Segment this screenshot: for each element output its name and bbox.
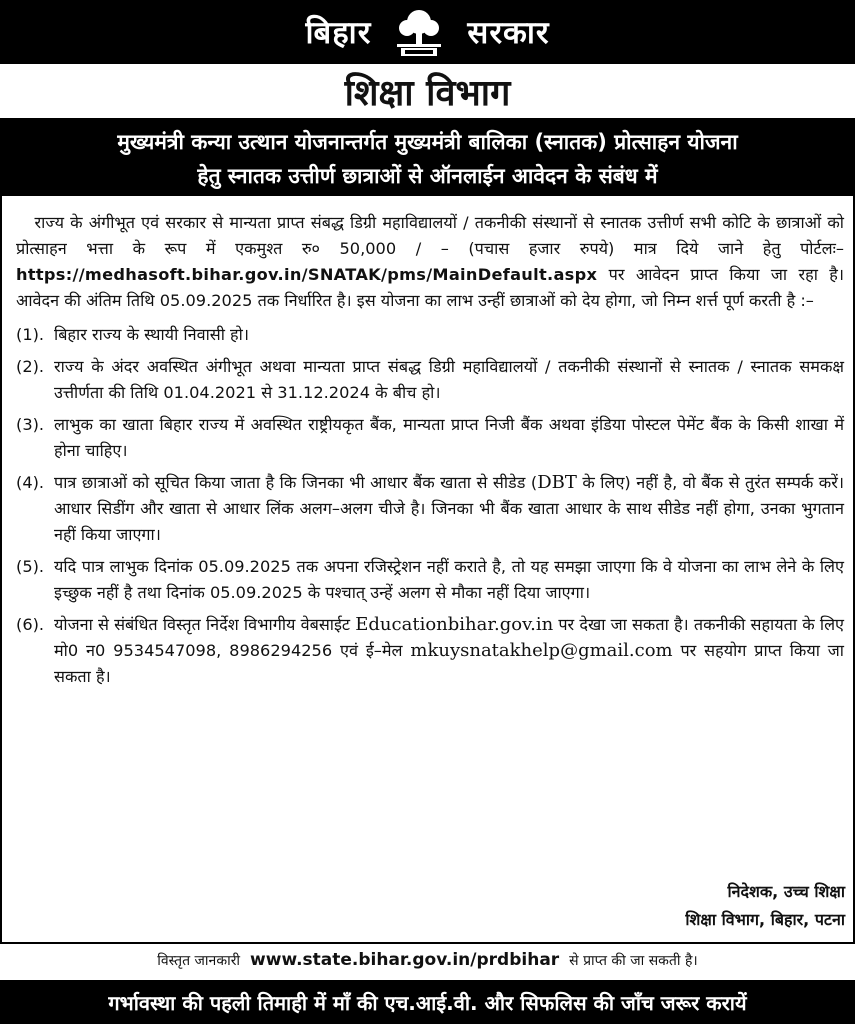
- condition-item-5: [16, 554, 844, 606]
- health-awareness-banner: गर्भावस्था की पहली तिमाही में माँ की एच.आई.वी. और सिफलिस की जाँच जरूर करायें: [0, 980, 855, 1024]
- condition-text-part: पर सहयोग प्राप्त किया जा सकता है।: [54, 641, 844, 686]
- footer-prefix: विस्तृत जानकारी: [157, 952, 241, 969]
- condition-text: बिहार राज्य के स्थायी निवासी हो।: [54, 325, 249, 344]
- condition-number: (6).: [16, 615, 45, 634]
- header-right-word: सरकार: [467, 15, 550, 51]
- portal-url-link[interactable]: https://medhasoft.bihar.gov.in/SNATAK/pms/MainDefault.aspx: [16, 265, 598, 284]
- condition-text-part: के लिए) नहीं है, वो बैंक से तुरंत सम्पर्क करें। आधार सिडींग और खाता से आधार लिंक अलग–अलग चीजे है। जिनका भी बैंक खाता आधार के साथ सीडेड नहीं होगा, उनका भुगतान नहीं किया जाएगा।: [54, 473, 844, 544]
- headline-line-1: मुख्यमंत्री कन्या उत्थान योजनान्तर्गत मुख्यमंत्री बालिका (स्नातक) प्रोत्साहन योजना: [117, 130, 738, 154]
- condition-text: [54, 612, 844, 690]
- condition-text: लाभुक का खाता बिहार राज्य में अवस्थित राष्ट्रीयकृत बैंक, मान्यता प्राप्त निजी बैंक अथवा इंडिया पोस्टल पेमेंट बैंक के किसी शाखा में होना चाहिए।: [54, 415, 844, 460]
- signature-title: निदेशक, उच्च शिक्षा: [727, 882, 845, 901]
- bodhi-tree-emblem-icon: [389, 6, 449, 58]
- email-link[interactable]: mkuysnatakhelp@gmail.com: [410, 640, 673, 661]
- condition-text-part: योजना से संबंधित विस्तृत निर्देश विभागीय वेबसाईट: [54, 615, 356, 634]
- notice-body: [16, 210, 844, 696]
- condition-text: यदि पात्र लाभुक दिनांक 05.09.2025 तक अपना रजिस्ट्रेशन नहीं कराते है, तो यह समझा जाएगा कि वे योजना का लाभ लेने के लिए इच्छुक नहीं है तथा दिनांक 05.09.2025 के पश्चात् उन्हें अलग से मौका नहीं दिया जाएगा।: [54, 557, 844, 602]
- condition-text-part: पर देखा जा सकता है। तकनीकी सहायता के लिए मो0 न0 9534547098, 8986294256 एवं ई–मेल: [54, 615, 844, 660]
- condition-item-1: [16, 322, 844, 348]
- department-title: शिक्षा विभाग: [0, 64, 855, 120]
- header-left-word: बिहार: [305, 15, 372, 51]
- condition-text: राज्य के अंदर अवस्थित अंगीभूत अथवा मान्यता प्राप्त संबद्ध डिग्री महाविद्यालयों / तकनीकी संस्थानों से स्नातक / स्नातक समकक्ष उत्तीर्णता की तिथि 01.04.2021 से 31.12.2024 के बीच हो।: [54, 357, 844, 402]
- footer-info: [0, 942, 855, 976]
- intro-paragraph: [16, 210, 844, 314]
- condition-number: (5).: [16, 557, 45, 576]
- footer-suffix: से प्राप्त की जा सकती है।: [569, 952, 698, 969]
- signature-block: [685, 878, 845, 934]
- headline-line-2: हेतु स्नातक उत्तीर्ण छात्राओं से ऑनलाईन आवेदन के संबंध में: [197, 164, 658, 188]
- condition-number: (4).: [16, 473, 45, 492]
- website-link[interactable]: Educationbihar.gov.in: [355, 614, 554, 635]
- condition-item-4: [16, 470, 844, 548]
- signature-office: शिक्षा विभाग, बिहार, पटना: [685, 910, 845, 929]
- condition-number: (1).: [16, 325, 45, 344]
- frame-left-border: [0, 196, 2, 942]
- footer-url-link[interactable]: www.state.bihar.gov.in/prdbihar: [250, 950, 560, 970]
- condition-item-2: [16, 354, 844, 406]
- condition-item-6: [16, 612, 844, 690]
- condition-text-part: पात्र छात्राओं को सूचित किया जाता है कि जिनका भी आधार बैंक खाता से सीडेड (: [54, 473, 538, 492]
- condition-number: (2).: [16, 357, 45, 376]
- notice-headline: [0, 120, 855, 196]
- government-header: [0, 0, 855, 64]
- intro-text-1: राज्य के अंगीभूत एवं सरकार से मान्यता प्राप्त संबद्ध डिग्री महाविद्यालयों / तकनीकी संस्थानों से स्नातक उत्तीर्ण सभी कोटि के छात्राओं को प्रोत्साहन भत्ता के रूप में एकमुश्त रु० 50,000 / – (पचास हजार रुपये) मात्र दिये जाने हेतु पोर्टलः–: [16, 213, 845, 258]
- dbt-term: DBT: [537, 472, 577, 493]
- condition-item-3: [16, 412, 844, 464]
- condition-text: [54, 470, 844, 548]
- intro-text-2: पर आवेदन प्राप्त किया जा रहा है। आवेदन की अंतिम तिथि 05.09.2025 तक निर्धारित है। इस योजना का लाभ उन्हीं छात्राओं को देय होगा, जो निम्न शर्त्त पूर्ण करती है :–: [16, 265, 844, 310]
- condition-number: (3).: [16, 415, 45, 434]
